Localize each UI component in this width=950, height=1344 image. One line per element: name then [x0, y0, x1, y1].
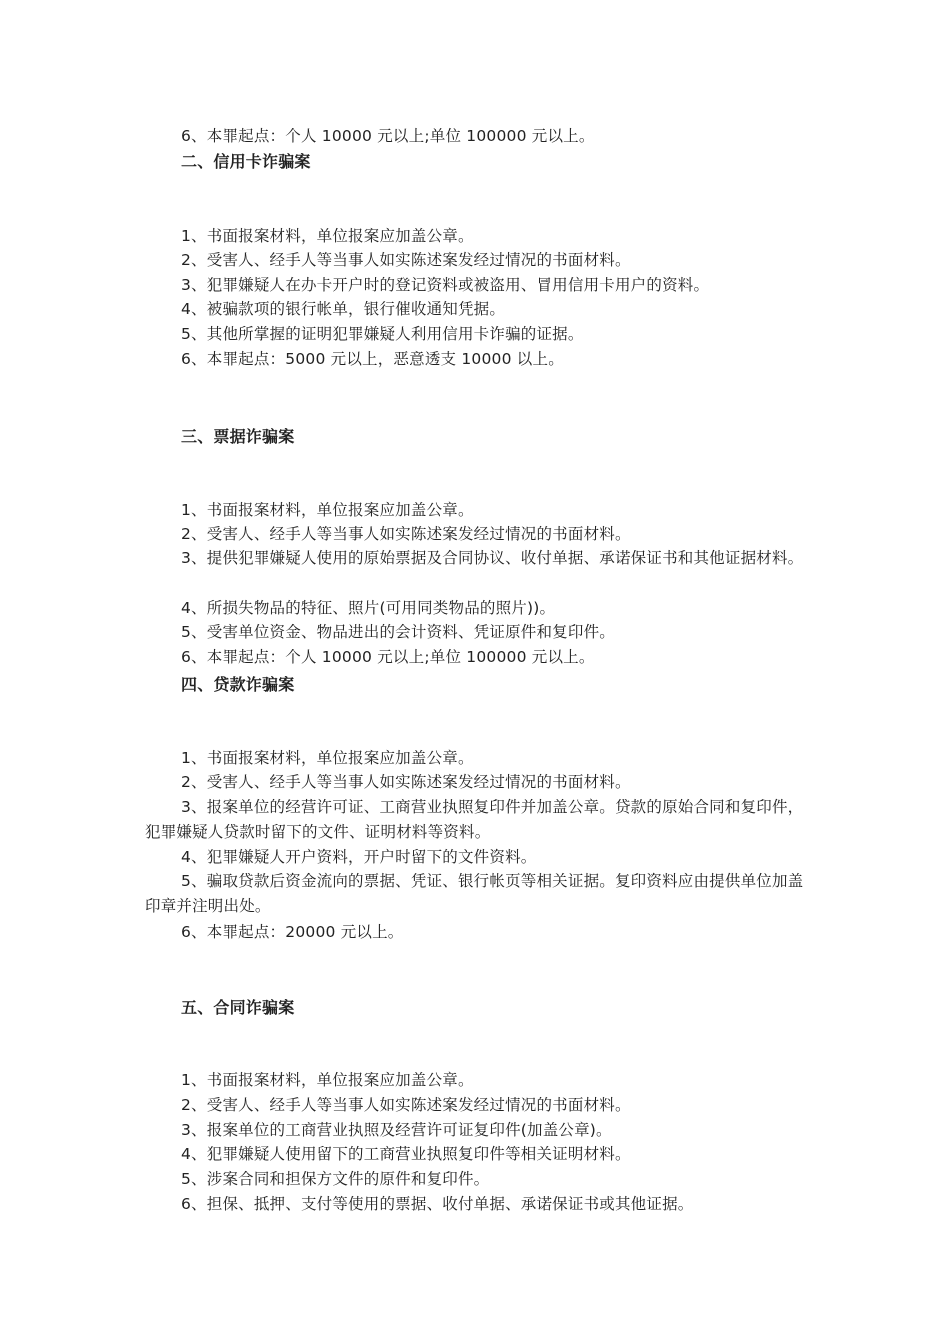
list-item: 6、本罪起点：5000 元以上，恶意透支 10000 以上。	[181, 350, 564, 368]
list-item: 6、本罪起点：20000 元以上。	[181, 923, 404, 941]
list-item: 4、犯罪嫌疑人开户资料，开户时留下的文件资料。	[181, 848, 537, 866]
list-item: 3、报案单位的工商营业执照及经营许可证复印件(加盖公章)。	[181, 1121, 612, 1139]
list-item: 4、所损失物品的特征、照片(可用同类物品的照片))。	[181, 599, 556, 617]
list-item: 4、犯罪嫌疑人使用留下的工商营业执照复印件等相关证明材料。	[181, 1145, 631, 1163]
list-item: 2、受害人、经手人等当事人如实陈述案发经过情况的书面材料。	[181, 251, 631, 269]
list-item: 4、被骗款项的银行帐单，银行催收通知凭据。	[181, 300, 506, 318]
section-heading: 四、贷款诈骗案	[181, 675, 295, 694]
section-heading: 二、信用卡诈骗案	[181, 152, 311, 171]
list-item: 6、本罪起点：个人 10000 元以上;单位 100000 元以上。	[181, 127, 595, 145]
list-item: 3、报案单位的经营许可证、工商营业执照复印件并加盖公章。贷款的原始合同和复印件，犯罪嫌疑人贷款时留下的文件、证明材料等资料。	[145, 798, 804, 841]
list-item: 5、骗取贷款后资金流向的票据、凭证、银行帐页等相关证据。复印资料应由提供单位加盖印章并注明出处。	[145, 872, 804, 915]
list-item: 5、涉案合同和担保方文件的原件和复印件。	[181, 1170, 490, 1188]
list-item: 3、提供犯罪嫌疑人使用的原始票据及合同协议、收付单据、承诺保证书和其他证据材料。	[181, 549, 804, 567]
list-item: 2、受害人、经手人等当事人如实陈述案发经过情况的书面材料。	[181, 525, 631, 543]
list-item: 6、本罪起点：个人 10000 元以上;单位 100000 元以上。	[181, 648, 595, 666]
section-heading: 五、合同诈骗案	[181, 998, 295, 1017]
list-item: 5、其他所掌握的证明犯罪嫌疑人利用信用卡诈骗的证据。	[181, 325, 584, 343]
list-item: 1、书面报案材料，单位报案应加盖公章。	[181, 749, 474, 767]
section-heading: 三、票据诈骗案	[181, 427, 295, 446]
list-item: 3、犯罪嫌疑人在办卡开户时的登记资料或被盗用、冒用信用卡用户的资料。	[181, 276, 710, 294]
list-item: 2、受害人、经手人等当事人如实陈述案发经过情况的书面材料。	[181, 773, 631, 791]
list-item: 1、书面报案材料，单位报案应加盖公章。	[181, 501, 474, 519]
list-item: 1、书面报案材料，单位报案应加盖公章。	[181, 1071, 474, 1089]
list-item: 5、受害单位资金、物品进出的会计资料、凭证原件和复印件。	[181, 623, 615, 641]
list-item: 1、书面报案材料，单位报案应加盖公章。	[181, 227, 474, 245]
list-item: 6、担保、抵押、支付等使用的票据、收付单据、承诺保证书或其他证据。	[181, 1195, 694, 1213]
list-item: 2、受害人、经手人等当事人如实陈述案发经过情况的书面材料。	[181, 1096, 631, 1114]
